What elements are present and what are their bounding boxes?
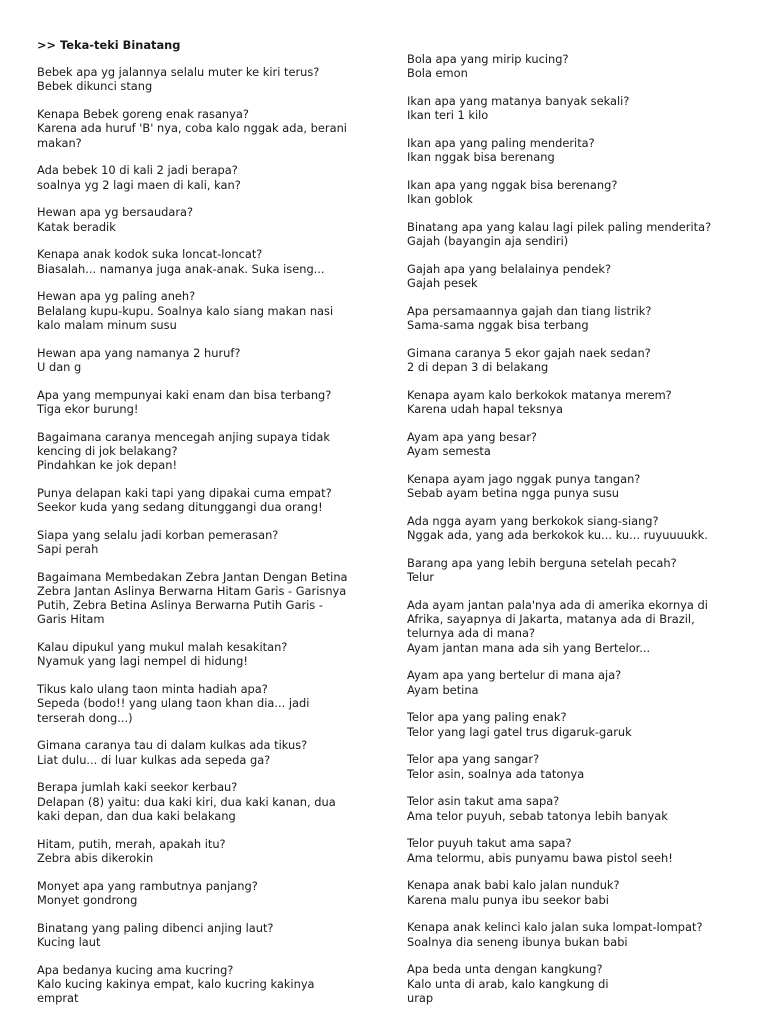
- riddle-question: Binatang yang paling dibenci anjing laut?: [37, 920, 274, 935]
- riddle-question: Hewan apa yg bersaudara?: [37, 205, 194, 220]
- riddle-answer: Kucing laut: [37, 934, 101, 949]
- riddle-question: Apa persamaannya gajah dan tiang listrik?: [407, 304, 652, 318]
- riddle-question: Bola apa yang mirip kucing?: [407, 52, 569, 66]
- riddle-answer: soalnya yg 2 lagi maen di kali, kan?: [37, 177, 241, 192]
- riddle-answer: Zebra Jantan Aslinya Berwarna Hitam Garis - Garisnya Putih, Zebra Betina Aslinya Berwarna Putih Garis - Garis Hitam: [37, 584, 347, 627]
- riddle-answer: Karena malu punya ibu seekor babi: [407, 892, 609, 907]
- riddle-item: [37, 879, 382, 907]
- riddle-item: [407, 514, 752, 542]
- riddle-item: [407, 556, 752, 584]
- riddle-question: Telor asin takut ama sapa?: [407, 794, 560, 809]
- riddle-answer: Sepeda (bodo!! yang ulang taon khan dia... jadi terserah dong...): [37, 696, 310, 725]
- riddle-item: [37, 289, 382, 332]
- riddle-question: Ayam apa yang bertelur di mana aja?: [407, 668, 622, 683]
- riddle-question: Kalau dipukul yang mukul malah kesakitan?: [37, 640, 288, 655]
- riddle-item: [37, 346, 382, 374]
- riddle-item: [37, 205, 382, 233]
- riddle-item: [407, 220, 752, 248]
- riddle-question: Punya delapan kaki tapi yang dipakai cuma empat?: [37, 485, 332, 500]
- riddle-item: [407, 388, 752, 416]
- riddle-answer: U dan g: [37, 359, 82, 374]
- riddle-question: Ayam apa yang besar?: [407, 430, 537, 444]
- riddle-question: Gimana caranya 5 ekor gajah naek sedan?: [407, 346, 651, 360]
- riddle-answer: Ayam jantan mana ada sih yang Bertelor...: [407, 640, 651, 655]
- riddle-item: [37, 837, 382, 865]
- riddle-answer: Kalo kucing kakinya empat, kalo kucring kakinya emprat: [37, 976, 315, 1006]
- riddle-answer: Telur: [407, 570, 435, 585]
- riddle-question: Gimana caranya tau di dalam kulkas ada tikus?: [37, 738, 308, 753]
- riddle-item: [37, 430, 382, 473]
- riddle-question: Ada ngga ayam yang berkokok siang-siang?: [407, 514, 659, 528]
- riddle-item: [407, 430, 752, 458]
- riddle-answer: Zebra abis dikerokin: [37, 850, 154, 865]
- riddle-answer: Tiga ekor burung!: [37, 401, 139, 416]
- riddle-answer: Liat dulu... di luar kulkas ada sepeda ga?: [37, 752, 271, 767]
- riddle-answer: Bebek dikunci stang: [37, 79, 153, 94]
- riddle-question: Tikus kalo ulang taon minta hadiah apa?: [37, 682, 268, 697]
- riddle-answer: Soalnya dia seneng ibunya bukan babi: [407, 934, 628, 949]
- riddle-item: [37, 65, 382, 93]
- riddle-answer: Ikan nggak bisa berenang: [407, 150, 555, 165]
- riddle-item: [37, 570, 382, 627]
- riddle-question: Kenapa anak babi kalo jalan nunduk?: [407, 878, 620, 893]
- riddle-question: Hewan apa yang namanya 2 huruf?: [37, 345, 241, 360]
- riddle-question: Kenapa anak kelinci kalo jalan suka lompat-lompat?: [407, 920, 703, 935]
- riddle-question: Gajah apa yang belalainya pendek?: [407, 262, 611, 276]
- riddle-question: Berapa jumlah kaki seekor kerbau?: [37, 780, 238, 795]
- riddle-question: Bagaimana caranya mencegah anjing supaya tidak kencing di jok belakang?: [37, 429, 330, 458]
- riddle-item: [37, 738, 382, 766]
- riddle-question: Telor puyuh takut ama sapa?: [407, 836, 572, 851]
- riddle-item: [37, 247, 382, 275]
- riddle-answer: Sebab ayam betina ngga punya susu: [407, 486, 620, 501]
- riddle-answer: Katak beradik: [37, 219, 116, 234]
- riddle-question: Hitam, putih, merah, apakah itu?: [37, 836, 226, 851]
- riddle-answer: Ama telormu, abis punyamu bawa pistol seeh!: [407, 850, 673, 865]
- riddle-item: [407, 52, 752, 80]
- riddle-item: [407, 920, 752, 948]
- riddle-question: Bagaimana Membedakan Zebra Jantan Dengan Betina: [37, 569, 348, 584]
- riddle-item: [407, 962, 752, 1005]
- riddle-item: [37, 486, 382, 514]
- riddle-item: [407, 710, 752, 738]
- riddle-item: [407, 752, 752, 780]
- riddle-answer: Gajah (bayangin aja sendiri): [407, 234, 569, 249]
- riddle-question: Ada bebek 10 di kali 2 jadi berapa?: [37, 163, 238, 178]
- riddle-answer: Pindahkan ke jok depan!: [37, 458, 178, 473]
- riddle-answer: Bola emon: [407, 66, 468, 81]
- riddle-answer: Ayam semesta: [407, 444, 491, 459]
- riddle-answer: Sapi perah: [37, 542, 99, 557]
- riddle-item: [407, 136, 752, 164]
- riddle-question: Ikan apa yang paling menderita?: [407, 136, 595, 150]
- left-column: [37, 38, 382, 1019]
- riddle-question: Apa yang mempunyai kaki enam dan bisa terbang?: [37, 387, 332, 402]
- riddle-answer: Kalo unta di arab, kalo kangkung di urap: [407, 976, 609, 1005]
- riddle-item: [407, 346, 752, 374]
- riddle-question: Apa bedanya kucing ama kucring?: [37, 962, 234, 977]
- riddle-answer: Telor yang lagi gatel trus digaruk-garuk: [407, 724, 632, 739]
- riddle-answer: Seekor kuda yang sedang ditunggangi dua orang!: [37, 500, 323, 515]
- riddle-item: [407, 668, 752, 696]
- riddle-item: [37, 963, 382, 1006]
- riddle-answer: Gajah pesek: [407, 276, 478, 291]
- riddle-item: [407, 794, 752, 822]
- riddle-question: Bebek apa yg jalannya selalu muter ke kiri terus?: [37, 65, 320, 80]
- riddle-item: [37, 921, 382, 949]
- riddle-question: Kenapa ayam jago nggak punya tangan?: [407, 472, 641, 486]
- riddle-question: Siapa yang selalu jadi korban pemerasan?: [37, 527, 279, 542]
- riddle-answer: Karena udah hapal teksnya: [407, 402, 563, 417]
- riddle-question: Telor apa yang sangar?: [407, 752, 540, 767]
- riddle-answer: Ikan teri 1 kilo: [407, 108, 489, 123]
- riddle-answer: Nggak ada, yang ada berkokok ku... ku... ruyuuuukk.: [407, 528, 708, 543]
- riddle-question: Barang apa yang lebih berguna setelah pecah?: [407, 556, 677, 570]
- riddle-item: [37, 163, 382, 191]
- riddle-item: [407, 262, 752, 290]
- riddle-question: Kenapa ayam kalo berkokok matanya merem?: [407, 388, 672, 402]
- riddle-item: [37, 682, 382, 725]
- riddle-item: [407, 178, 752, 206]
- riddle-item: [407, 94, 752, 122]
- riddle-item: [37, 107, 382, 150]
- riddle-item: [37, 640, 382, 668]
- riddle-item: [37, 388, 382, 416]
- riddle-answer: Ayam betina: [407, 682, 479, 697]
- right-column: [407, 52, 752, 1019]
- riddle-answer: Biasalah... namanya juga anak-anak. Suka iseng...: [37, 261, 325, 276]
- riddle-answer: Sama-sama nggak bisa terbang: [407, 318, 589, 333]
- riddle-answer: Delapan (8) yaitu: dua kaki kiri, dua kaki kanan, dua kaki depan, dan dua kaki belakang: [37, 794, 336, 823]
- riddle-item: [407, 304, 752, 332]
- riddle-question: Hewan apa yg paling aneh?: [37, 289, 196, 304]
- riddle-question: Telor apa yang paling enak?: [407, 710, 567, 725]
- riddle-item: [407, 878, 752, 906]
- riddle-answer: Ama telor puyuh, sebab tatonya lebih banyak: [407, 808, 668, 823]
- riddle-item: [37, 780, 382, 823]
- riddle-item: [407, 836, 752, 864]
- riddle-answer: 2 di depan 3 di belakang: [407, 360, 549, 375]
- riddle-question: Ikan apa yang nggak bisa berenang?: [407, 178, 618, 192]
- riddle-answer: Telor asin, soalnya ada tatonya: [407, 766, 585, 781]
- riddle-answer: Nyamuk yang lagi nempel di hidung!: [37, 654, 248, 669]
- riddle-question: Ikan apa yang matanya banyak sekali?: [407, 94, 630, 108]
- section-heading: >> Teka-teki Binatang: [37, 38, 181, 52]
- riddle-question: Monyet apa yang rambutnya panjang?: [37, 878, 258, 893]
- riddle-question: Kenapa Bebek goreng enak rasanya?: [37, 107, 249, 122]
- riddle-item: [407, 472, 752, 500]
- riddle-answer: Monyet gondrong: [37, 892, 138, 907]
- riddle-item: [407, 598, 752, 655]
- riddle-item: [37, 528, 382, 556]
- riddle-answer: Karena ada huruf 'B' nya, coba kalo nggak ada, berani makan?: [37, 121, 347, 150]
- riddle-question: Apa beda unta dengan kangkung?: [407, 962, 603, 977]
- riddle-question: Kenapa anak kodok suka loncat-loncat?: [37, 247, 263, 262]
- riddle-question: Binatang apa yang kalau lagi pilek paling menderita?: [407, 220, 712, 234]
- left-qa-list: [37, 65, 382, 1005]
- riddle-answer: Ikan goblok: [407, 192, 473, 207]
- riddle-question: Ada ayam jantan pala'nya ada di amerika ekornya di Afrika, sayapnya di Jakarta, matanya ada di Brazil, telurnya ada di mana?: [407, 598, 708, 641]
- right-qa-list: [407, 52, 752, 1005]
- riddle-answer: Belalang kupu-kupu. Soalnya kalo siang makan nasi kalo malam minum susu: [37, 303, 334, 332]
